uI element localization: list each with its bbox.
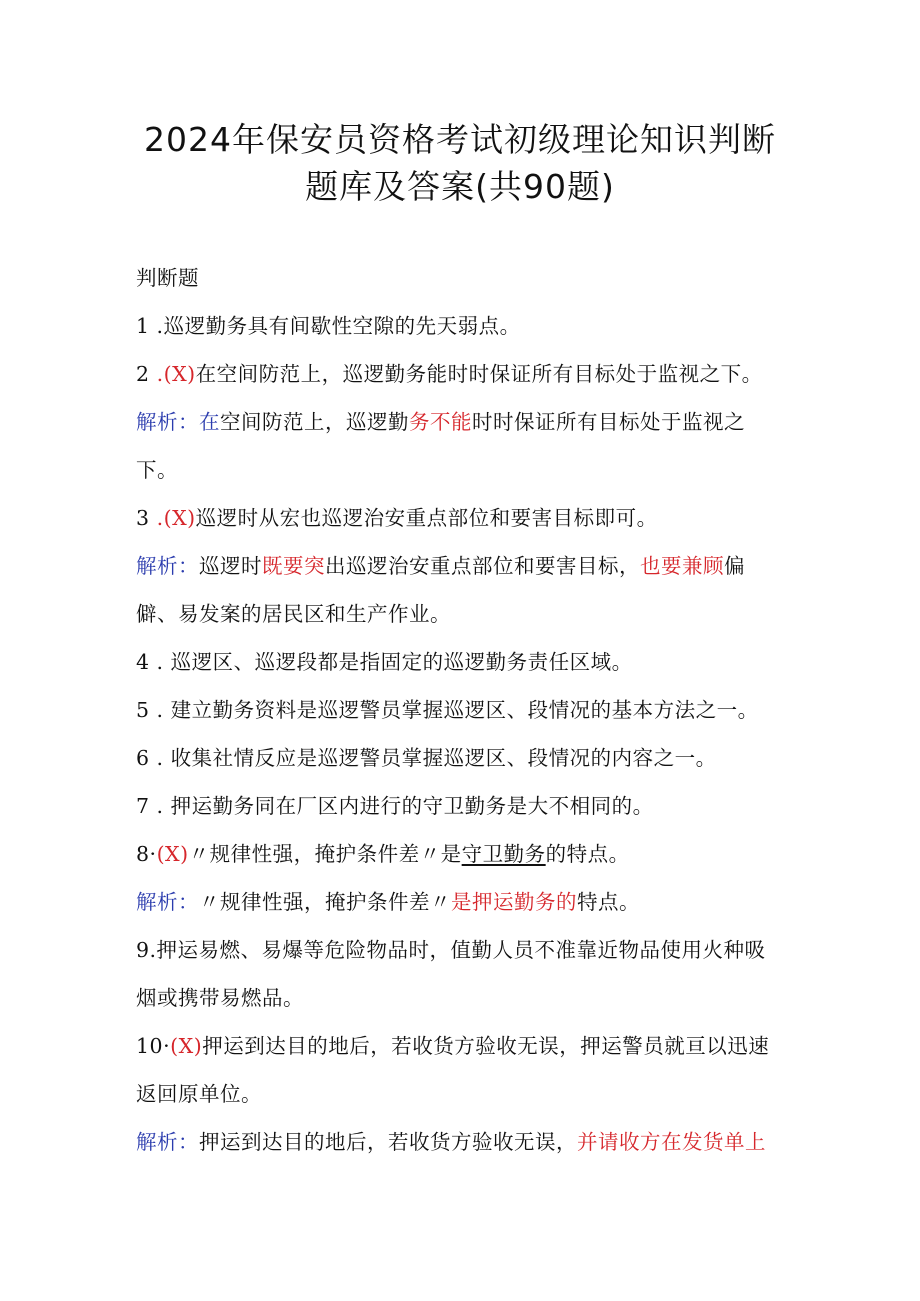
- analysis-label: 解析：: [136, 890, 199, 914]
- question-10: [136, 1031, 769, 1061]
- question-6: 6 . 收集社情反应是巡逻警员掌握巡逻区、段情况的内容之一。: [136, 746, 717, 770]
- question-number: 3: [136, 506, 150, 530]
- question-2: [136, 359, 763, 389]
- question-4: 4 . 巡逻区、巡逻段都是指固定的巡逻勤务责任区域。: [136, 650, 633, 674]
- analysis-text: 时时保证所有目标处于监视之: [472, 410, 745, 434]
- analysis-text: 空间防范上，巡逻勤: [220, 410, 409, 434]
- question-9-continued: 烟或携带易燃品。: [136, 986, 304, 1010]
- analysis-10: [136, 1127, 766, 1157]
- analysis-text: 在: [199, 410, 220, 434]
- analysis-text: 押运到达目的地后，若收货方验收无误，: [199, 1130, 577, 1154]
- question-5: 5 . 建立勤务资料是巡逻警员掌握巡逻区、段情况的基本方法之一。: [136, 698, 759, 722]
- analysis-label: 解析：: [136, 410, 199, 434]
- analysis-highlight: 既要突: [262, 554, 325, 578]
- question-text: 巡逻时从宏也巡逻治安重点部位和要害目标即可。: [195, 506, 658, 530]
- question-number: 2: [136, 362, 150, 386]
- analysis-3-continued: 僻、易发案的居民区和生产作业。: [136, 602, 451, 626]
- analysis-text: 巡逻时: [199, 554, 262, 578]
- answer-mark: .(X): [149, 506, 196, 530]
- answer-mark: .(X): [149, 362, 196, 386]
- analysis-highlight: 也要兼顾: [640, 554, 724, 578]
- question-3: [136, 503, 658, 533]
- analysis-label: 解析：: [136, 1130, 199, 1154]
- analysis-8: [136, 887, 640, 917]
- answer-mark: (X): [170, 1034, 203, 1058]
- analysis-3: [136, 551, 745, 581]
- question-9: 9.押运易燃、易爆等危险物品时，值勤人员不准靠近物品使用火种吸: [136, 938, 766, 962]
- question-number: 8·: [136, 842, 157, 866]
- question-7: 7 . 押运勤务同在厂区内进行的守卫勤务是大不相同的。: [136, 794, 654, 818]
- question-10-continued: 返回原单位。: [136, 1082, 262, 1106]
- underlined-term: 守卫勤务: [461, 842, 546, 866]
- question-1: 1 .巡逻勤务具有间歇性空隙的先天弱点。: [136, 314, 521, 338]
- answer-mark: (X): [156, 842, 189, 866]
- analysis-2-continued: 下。: [136, 458, 178, 482]
- analysis-highlight: 并请收方在发货单上: [577, 1130, 766, 1154]
- analysis-text: 偏: [724, 554, 745, 578]
- question-text: 在空间防范上，巡逻勤务能时时保证所有目标处于监视之下。: [195, 362, 763, 386]
- question-number: 10·: [136, 1034, 171, 1058]
- question-text: 〃规律性强，掩护条件差〃是: [188, 842, 462, 866]
- question-text: 押运到达目的地后，若收货方验收无误，押运警员就亘以迅速: [202, 1034, 770, 1058]
- analysis-text: 出巡逻治安重点部位和要害目标，: [325, 554, 640, 578]
- title-line-2: 题库及答案(共90题): [305, 167, 615, 206]
- analysis-highlight: 务不能: [409, 410, 472, 434]
- section-heading: 判断题: [136, 266, 199, 290]
- analysis-2: [136, 407, 745, 437]
- question-8: [136, 839, 630, 869]
- question-text: 的特点。: [545, 842, 630, 866]
- title-line-1: 2024年保安员资格考试初级理论知识判断: [144, 120, 776, 159]
- analysis-label: 解析：: [136, 554, 199, 578]
- analysis-text: 特点。: [577, 890, 640, 914]
- analysis-text: 〃规律性强，掩护条件差〃: [199, 890, 451, 914]
- analysis-highlight: 是押运勤务的: [451, 890, 577, 914]
